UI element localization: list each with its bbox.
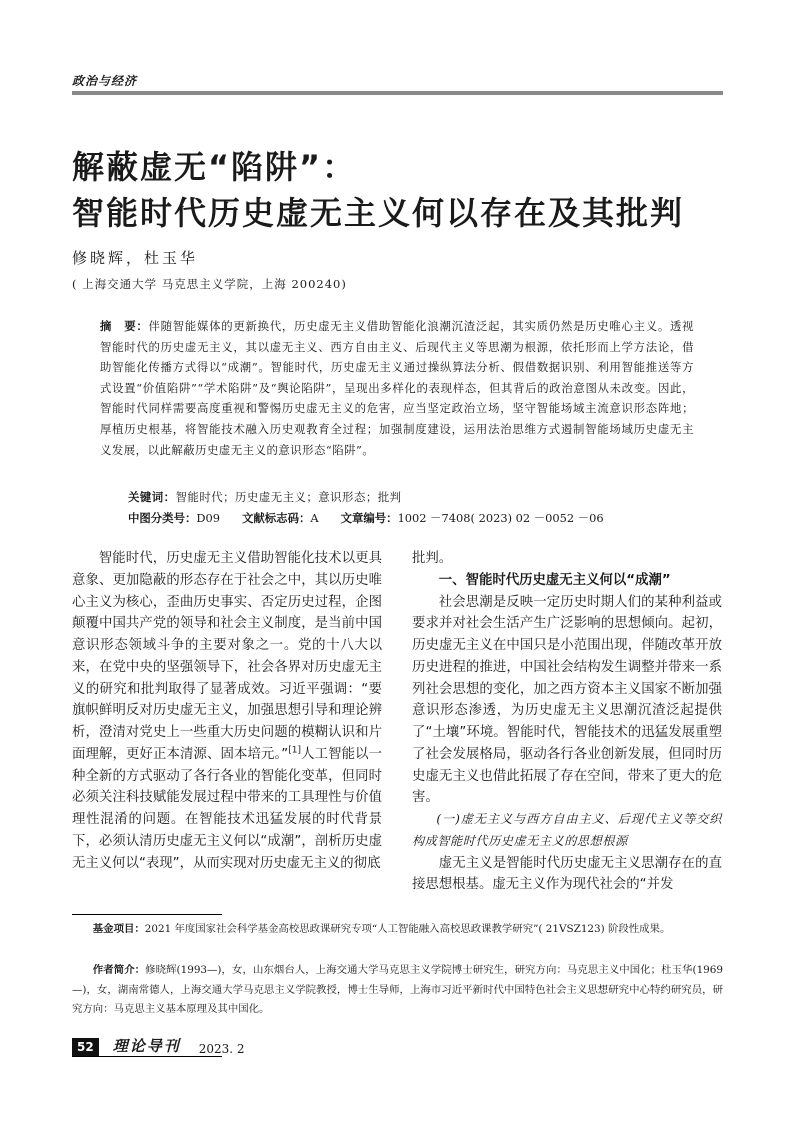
keywords <box>128 489 402 505</box>
doc-code-label: 文献标志码： <box>242 511 311 525</box>
body-paragraph-cont: 批判。 <box>412 551 453 566</box>
article-id-label: 文章编号： <box>340 511 398 525</box>
abstract-text: 伴随智能媒体的更新换代，历史虚无主义借助智能化浪潮沉渣泛起，其实质仍然是历史唯心主义。透视智能时代的历史虚无主义，其以虚无主义、西方自由主义、后现代主义等思潮为根源，依托形而上学方法论，借助智能化传播方式得以“成潮”。智能时代，历史虚无主义通过操纵算法分析、假借数据识别、利用智能推送等方式设置“价值陷阱”“学术陷阱”及“舆论陷阱”，呈现出多样化的表现样态，但其背后的政治意图从未改变。因此，智能时代同样需要高度重视和警惕历史虚无主义的危害，应当坚定政治立场，坚守智能场域主流意识形态阵地；厚植历史根基，将智能技术融入历史观教育全过程；加强制度建设，运用法治思维方式遏制智能场域历史虚无主义发展，以此解蔽历史虚无主义的意识形态“陷阱”。 <box>100 319 694 457</box>
title-line-2: 智能时代历史虚无主义何以存在及其批判 <box>72 194 685 232</box>
page-footer <box>72 1036 245 1056</box>
page-number: 52 <box>72 1038 99 1056</box>
funding-text: 2021 年度国家社会科学基金高校思政课研究专项“人工智能融入高校思政课教学研究”( 21VSZ123) 阶段性成果。 <box>144 923 671 935</box>
section-label: 政治与经济 <box>72 74 138 88</box>
body-column-left <box>72 548 382 874</box>
author-bio-text: 修晓辉(1993—)，女，山东烟台人，上海交通大学马克思主义学院博士研究生，研究方向：马克思主义中国化；杜玉华(1969—)，女，湖南常德人，上海交通大学马克思主义学院教授，博士生导师，上海市习近平新时代中国特色社会主义思想研究中心特约研究员，研究方向：马克思主义基本原理及其中国化。 <box>72 964 724 1015</box>
footnote-funding <box>72 920 723 940</box>
author-bio-label: 作者简介： <box>92 964 146 976</box>
authors: 修晓辉，杜玉华 <box>72 249 199 267</box>
body-paragraph: 虚无主义是智能时代历史虚无主义思潮存在的直接思想根基。虚无主义作为现代社会的“并发 <box>412 855 722 893</box>
journal-name: 理论导刊 <box>112 1037 181 1055</box>
footnote-rule <box>72 914 222 915</box>
keywords-text: 智能时代；历史虚无主义；意识形态；批判 <box>175 490 402 504</box>
header-rule <box>72 91 723 95</box>
body-column-right <box>412 548 722 896</box>
footnote-authors <box>72 961 723 1020</box>
section-heading: 一、智能时代历史虚无主义何以“成潮” <box>438 572 671 588</box>
keywords-label: 关键词： <box>128 490 176 504</box>
clc-value: D09 <box>196 511 220 525</box>
article-id-value: 1002 －7408( 2023) 02 －0052 －06 <box>397 511 604 525</box>
issue-number: 2023. 2 <box>198 1042 245 1056</box>
citation-ref: [1] <box>288 745 301 756</box>
funding-label: 基金项目： <box>92 923 145 935</box>
body-paragraph <box>72 548 382 874</box>
doc-code-value: A <box>310 511 319 525</box>
affiliation: ( 上海交通大学 马克思主义学院，上海 200240) <box>72 277 347 291</box>
paragraph-text: 智能时代，历史虚无主义借助智能化技术以更具意象、更加隐蔽的形态存在于社会之中，其以历史唯心主义为核心，歪曲历史事实、否定历史过程，企图颠覆中国共产党的领导和社会主义制度，是当前中国意识形态领域斗争的主要对象之一。党的十八大以来，在党中央的坚强领导下，社会各界对历史虚无主义的研究和批判取得了显著成效。习近平强调：“要旗帜鲜明反对历史虚无主义，加强思想引导和理论辨析，澄清对党史上一些重大历史问题的模糊认识和片面理解，更好正本清源、固本培元。” <box>72 551 382 762</box>
classification-line <box>128 510 604 526</box>
title-line-1: 解蔽虚无“陷阱”： <box>72 148 357 186</box>
paragraph-text-cont: 人工智能以一种全新的方式驱动了各行各业的智能化变革，但同时必须关注科技赋能发展过程中带来的工具理性与价值理性混淆的问题。在智能技术迅猛发展的时代背景下，必须认清历史虚无主义何以“成潮”，剖析历史虚无主义何以“表现”，从而实现对历史虚无主义的彻底 <box>72 746 382 871</box>
clc-label: 中图分类号： <box>128 511 197 525</box>
abstract-label: 摘 要： <box>100 319 149 333</box>
subsection-heading: (一)虚无主义与西方自由主义、后现代主义等交织构成智能时代历史虚无主义的思想根源 <box>412 812 722 848</box>
body-paragraph: 社会思潮是反映一定历史时期人们的某种利益或要求并对社会生活产生广泛影响的思想倾向。起初，历史虚无主义在中国只是小范围出现，伴随改革开放历史进程的推进，中国社会结构发生调整并带来一系列社会思想的变化，加之西方资本主义国家不断加强意识形态渗透，为历史虚无主义思潮沉渣泛起提供了“土壤”环境。智能时代，智能技术的迅猛发展重塑了社会发展格局，驱动各行各业创新发展，但同时历史虚无主义也借此拓展了存在空间，带来了更大的危害。 <box>412 594 722 806</box>
abstract <box>100 316 694 460</box>
footer-rule <box>72 1056 222 1057</box>
